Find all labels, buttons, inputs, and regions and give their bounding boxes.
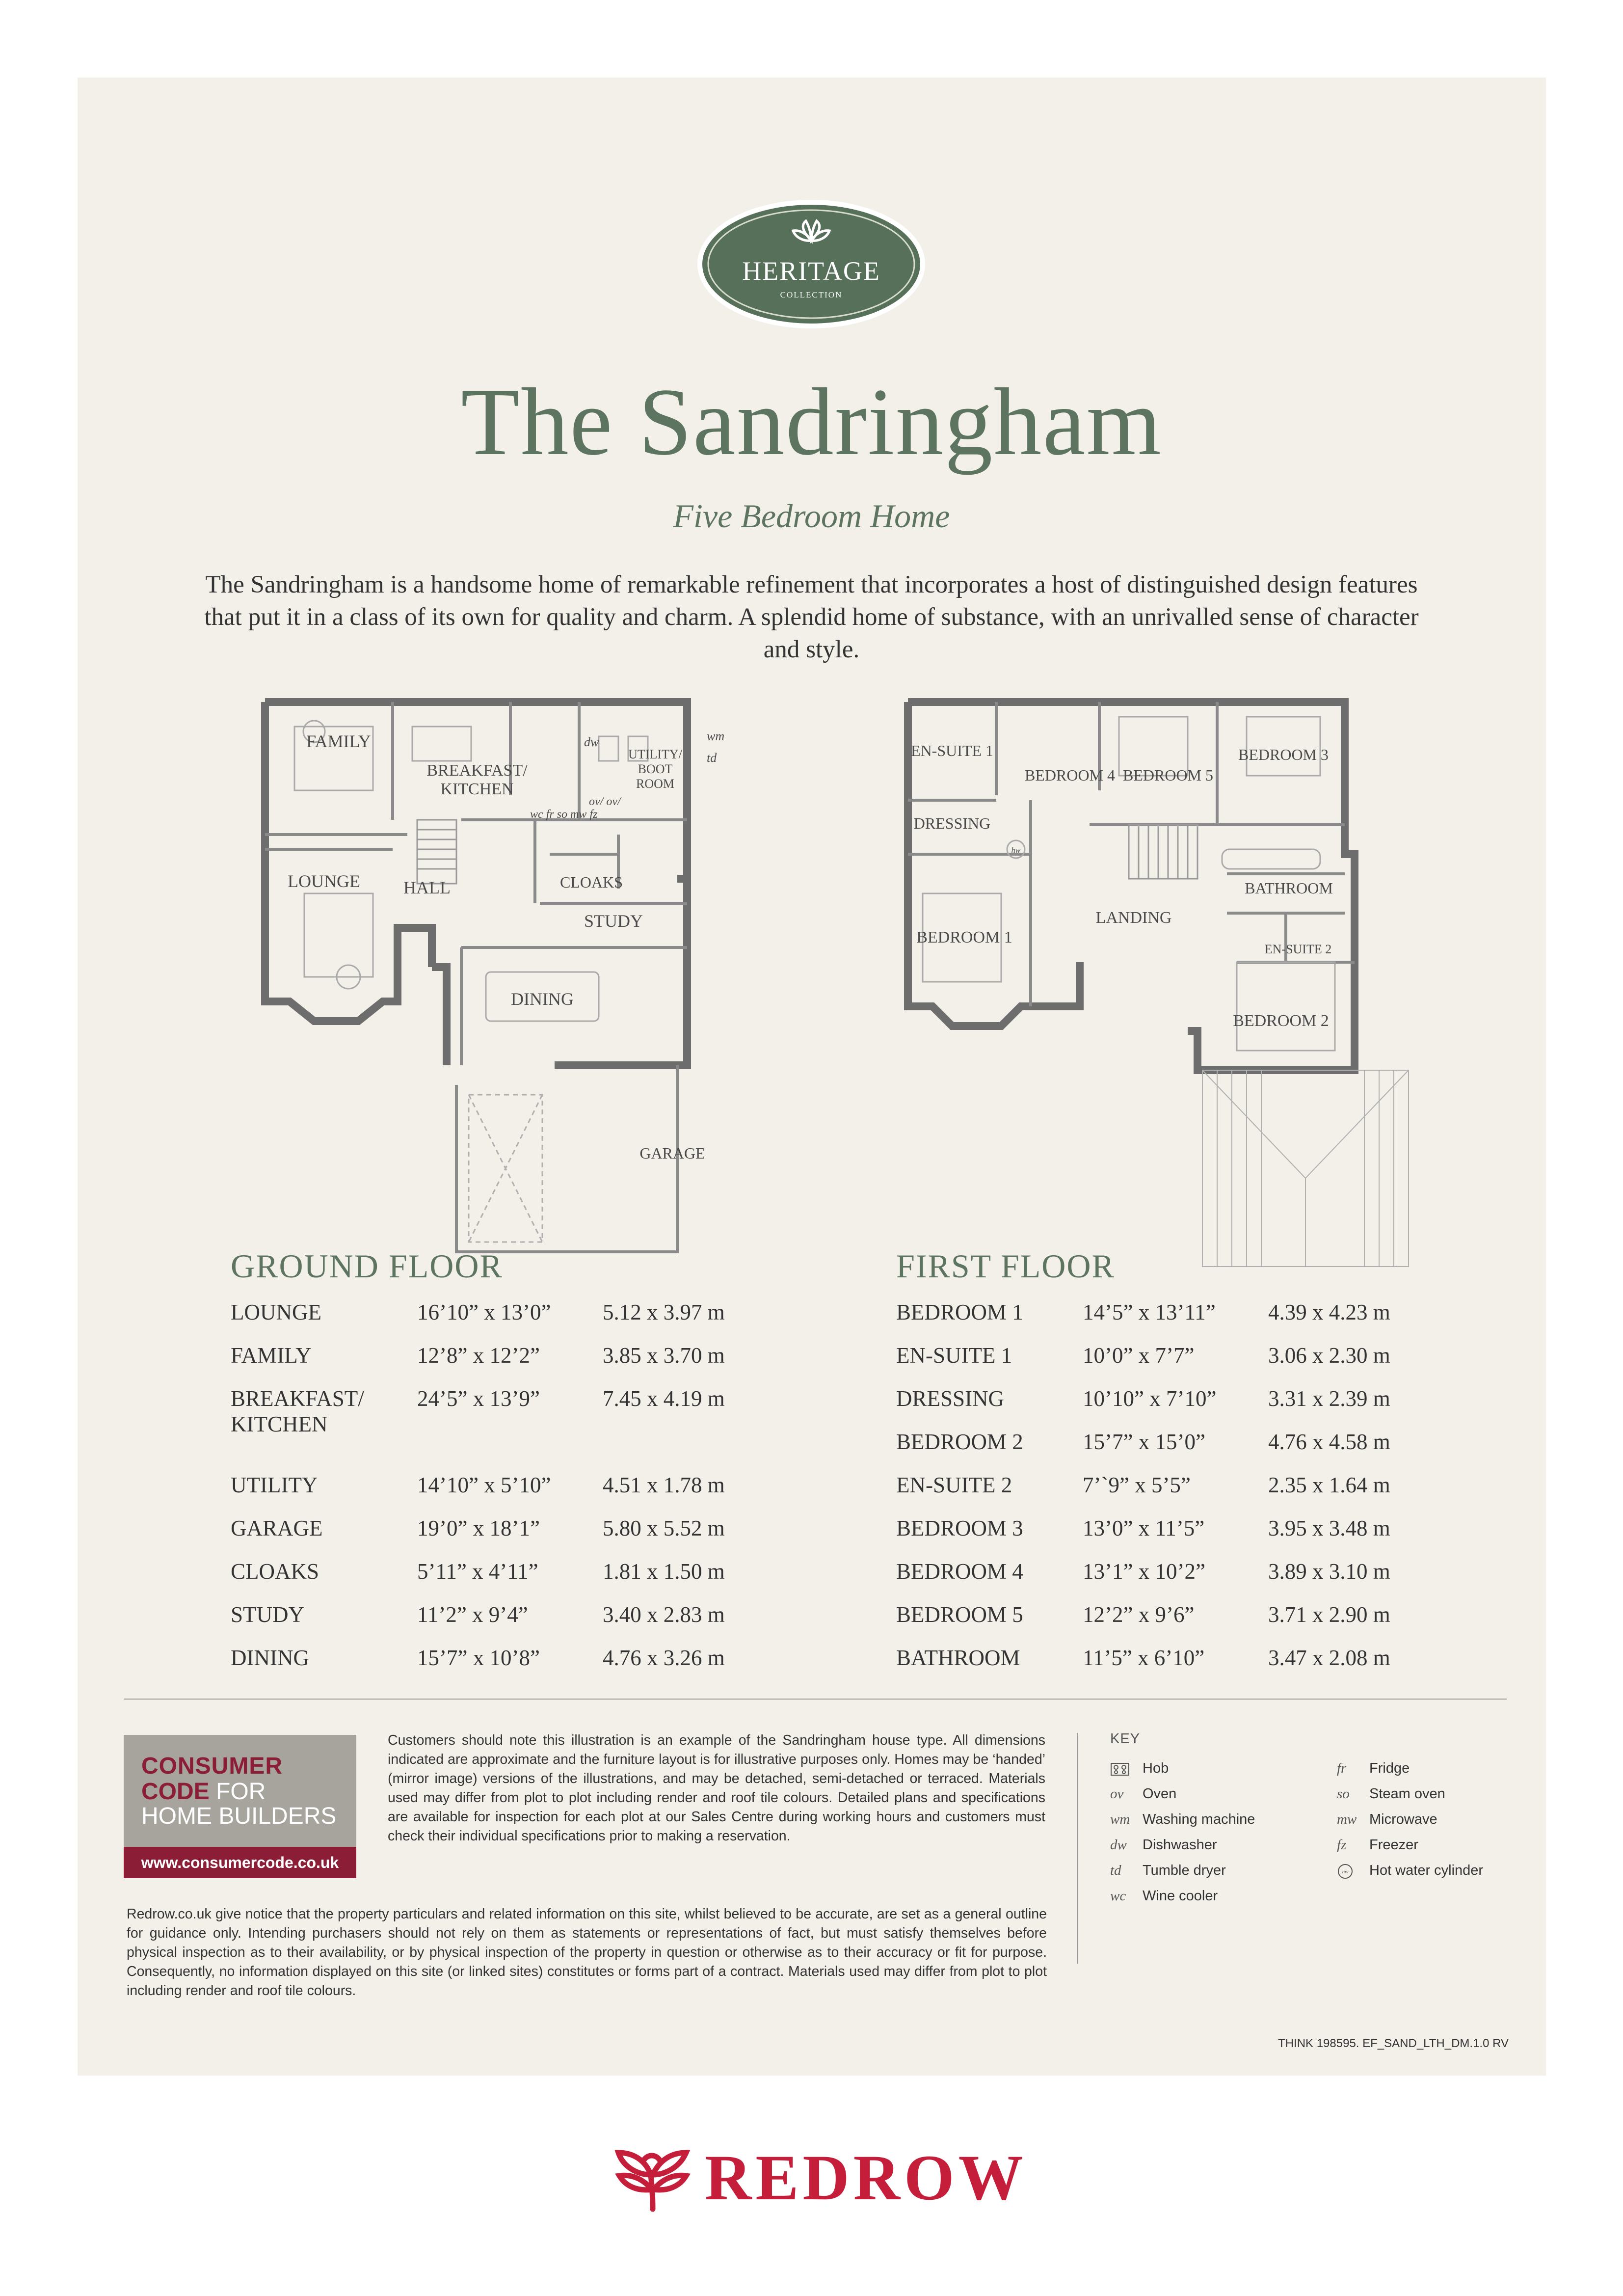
- key-abbreviation: wc: [1110, 1888, 1126, 1904]
- ff-room-row: [896, 1386, 1396, 1429]
- house-type-disclaimer: Customers should note this illustration is an example of the Sandringham house type. All dimensions indicated are approximate and the furniture layout is for illustrative purposes only. Homes may be ‘handed’ (mirror image) versions of the illustrations, and may be detached, semi-detached or terraced. Materials used may differ from plot to plot including render and roof tile colours. Detailed plans and specifications are available for inspection for each plot at our Sales Centre during working hours and customers must check their individual specifications prior to making a reservation.: [388, 1732, 1045, 1844]
- key-item: [1110, 1883, 1255, 1909]
- key-label: Oven: [1143, 1786, 1177, 1802]
- gf-room-row: [231, 1559, 730, 1602]
- room-imperial: 15’7” x 10’8”: [417, 1646, 540, 1670]
- key-abbreviation: fr: [1337, 1760, 1347, 1776]
- room-metric: 2.35 x 1.64 m: [1268, 1473, 1390, 1497]
- plan-label-ensuite1: EN-SUITE 1: [911, 742, 993, 759]
- plan-label-bed2: BEDROOM 2: [1233, 1012, 1329, 1030]
- room-metric: 3.71 x 2.90 m: [1268, 1602, 1390, 1627]
- first-floor-heading: FIRST FLOOR: [896, 1247, 1115, 1285]
- room-imperial: 14’5” x 13’11”: [1083, 1300, 1216, 1324]
- key-item: [1337, 1858, 1483, 1883]
- consumer-code-line1: CONSUMER: [141, 1753, 283, 1779]
- plan-label-appliances-1: ov/ ov/: [589, 795, 621, 808]
- redrow-flower-icon: [609, 2140, 697, 2219]
- plan-label-bed5: BEDROOM 5: [1122, 766, 1214, 784]
- key-label: Freezer: [1369, 1837, 1418, 1853]
- plan-label-lounge: LOUNGE: [288, 871, 360, 891]
- gf-room-row: [231, 1645, 730, 1688]
- room-name: BATHROOM: [896, 1646, 1020, 1670]
- room-imperial: 5’11” x 4’11”: [417, 1559, 538, 1584]
- gf-room-row: [231, 1472, 730, 1515]
- key-item: [1337, 1781, 1483, 1807]
- divider: [124, 1699, 1507, 1700]
- room-metric: 3.85 x 3.70 m: [603, 1343, 725, 1368]
- room-name: DRESSING: [896, 1386, 1005, 1411]
- room-metric: 3.06 x 2.30 m: [1268, 1343, 1390, 1368]
- key-label: Fridge: [1369, 1760, 1410, 1776]
- room-imperial: 7’`9” x 5’5”: [1083, 1473, 1191, 1497]
- hot-water-cylinder-icon: [1337, 1858, 1369, 1883]
- room-name: DINING: [231, 1646, 309, 1670]
- room-name: BEDROOM 1: [896, 1300, 1023, 1324]
- ground-floor-heading: GROUND FLOOR: [231, 1247, 503, 1285]
- room-metric: 4.39 x 4.23 m: [1268, 1300, 1390, 1324]
- key-item: [1110, 1832, 1255, 1858]
- plan-label-bathroom: BATHROOM: [1245, 879, 1333, 897]
- ff-room-row: [896, 1299, 1396, 1343]
- room-name: STUDY: [231, 1602, 305, 1627]
- room-imperial: 16’10” x 13’0”: [417, 1300, 551, 1324]
- key-divider: [1077, 1733, 1078, 1964]
- plan-label-hwc: hw: [1011, 846, 1021, 855]
- plan-label-utility: UTILITY/: [628, 747, 682, 761]
- room-metric: 4.76 x 3.26 m: [603, 1646, 725, 1670]
- room-metric: 3.31 x 2.39 m: [1268, 1386, 1390, 1411]
- legal-disclaimer: Redrow.co.uk give notice that the property particulars and related information on this site, whilst believed to be accurate, are set as a general outline for guidance only. Intending purchasers should not rely on them as statements or representations of fact, but must satisfy themselves before physical inspection as to their availability, or by physical inspection of the property in question or otherwise as to their accuracy or fit for purpose. Consequently, no information displayed on this site (or linked sites) constitutes or forms part of a contract. Materials used may differ from plot to plot including render and roof tile colours.: [127, 1906, 1047, 1999]
- plan-label-appliances-2: wc fr so mw fz: [530, 808, 598, 821]
- key-label: Dishwasher: [1143, 1837, 1217, 1853]
- room-name: BEDROOM 2: [896, 1430, 1023, 1454]
- room-name: FAMILY: [231, 1343, 312, 1368]
- room-metric: 3.95 x 3.48 m: [1268, 1516, 1390, 1540]
- key-label: Hot water cylinder: [1369, 1863, 1484, 1878]
- key-abbreviation: wm: [1110, 1811, 1130, 1827]
- room-name: LOUNGE: [231, 1300, 321, 1324]
- gf-room-row: [231, 1343, 730, 1386]
- room-metric: 4.51 x 1.78 m: [603, 1473, 725, 1497]
- ff-room-row: [896, 1559, 1396, 1602]
- room-name: EN-SUITE 1: [896, 1343, 1012, 1368]
- consumer-code-logo[interactable]: [124, 1735, 356, 1878]
- plan-label-kitchen: KITCHEN: [440, 780, 514, 798]
- room-metric: 4.76 x 4.58 m: [1268, 1430, 1390, 1454]
- key-label: Hob: [1143, 1760, 1169, 1776]
- key-abbreviation: td: [1110, 1863, 1121, 1878]
- room-imperial: 12’2” x 9’6”: [1083, 1602, 1195, 1627]
- key-abbreviation: so: [1337, 1786, 1350, 1802]
- room-imperial: 24’5” x 13’9”: [417, 1386, 540, 1411]
- document-reference: THINK 198595. EF_SAND_LTH_DM.1.0 RV: [1278, 2037, 1509, 2050]
- room-name: BEDROOM 5: [896, 1602, 1023, 1627]
- plan-label-breakfast: BREAKFAST/: [426, 761, 528, 780]
- gf-room-row: [231, 1602, 730, 1645]
- room-metric: 7.45 x 4.19 m: [603, 1386, 725, 1411]
- svg-text:hw: hw: [1342, 1869, 1349, 1875]
- key-item: [1337, 1807, 1483, 1832]
- ground-floor-table: [231, 1299, 730, 1688]
- key-abbreviation: ov: [1110, 1786, 1124, 1802]
- room-name: BREAKFAST/ KITCHEN: [231, 1386, 364, 1436]
- plan-label-room: ROOM: [636, 777, 675, 791]
- ff-room-row: [896, 1602, 1396, 1645]
- first-floor-plan: [883, 687, 1433, 1271]
- redrow-logo: [609, 2140, 1027, 2219]
- heritage-collection-logo: [695, 197, 928, 331]
- room-imperial: 12’8” x 12’2”: [417, 1343, 540, 1368]
- intro-text: The Sandringham is a handsome home of remarkable refinement that incorporates a host of distinguished design features that put it in a class of its own for quality and charm. A splendid home of substance, with an unrivalled sense of character and style.: [204, 571, 1419, 663]
- page-subtitle: Five Bedroom Home: [673, 497, 950, 535]
- page-title: The Sandringham: [461, 369, 1162, 475]
- badge-name: HERITAGE: [742, 256, 880, 286]
- room-metric: 3.47 x 2.08 m: [1268, 1646, 1390, 1670]
- room-metric: 5.12 x 3.97 m: [603, 1300, 725, 1324]
- key-label: Tumble dryer: [1143, 1863, 1226, 1878]
- plan-label-dw: dw: [584, 735, 599, 749]
- consumer-code-line3: HOME BUILDERS: [141, 1803, 337, 1829]
- ff-room-row: [896, 1645, 1396, 1688]
- plan-label-landing: LANDING: [1095, 909, 1172, 927]
- ff-room-row: [896, 1429, 1396, 1472]
- plan-label-wm: wm: [707, 729, 725, 743]
- consumer-code-url[interactable]: www.consumercode.co.uk: [124, 1847, 356, 1878]
- room-imperial: 13’1” x 10’2”: [1083, 1559, 1205, 1584]
- consumer-code-line2: CODE FOR: [141, 1779, 266, 1805]
- first-floor-table: [896, 1299, 1396, 1688]
- key-label: Microwave: [1369, 1811, 1437, 1827]
- appliance-key: [1110, 1731, 1503, 1904]
- key-label: Washing machine: [1143, 1811, 1255, 1827]
- room-name: CLOAKS: [231, 1559, 319, 1584]
- ff-room-row: [896, 1472, 1396, 1515]
- gf-room-row: [231, 1386, 730, 1472]
- plan-label-bed3: BEDROOM 3: [1238, 746, 1329, 763]
- ff-room-row: [896, 1515, 1396, 1559]
- plan-label-study: STUDY: [584, 911, 643, 931]
- plan-label-dressing: DRESSING: [913, 814, 991, 832]
- room-imperial: 15’7” x 15’0”: [1083, 1430, 1205, 1454]
- room-imperial: 11’2” x 9’4”: [417, 1602, 528, 1627]
- key-item: [1110, 1781, 1255, 1807]
- room-imperial: 10’0” x 7’7”: [1083, 1343, 1195, 1368]
- room-metric: 3.89 x 3.10 m: [1268, 1559, 1390, 1584]
- ground-floor-plan: [245, 673, 756, 1257]
- key-abbreviation: fz: [1337, 1837, 1347, 1853]
- plan-label-family: FAMILY: [306, 731, 371, 751]
- key-item: [1110, 1858, 1255, 1883]
- key-label: Steam oven: [1369, 1786, 1445, 1802]
- key-item: [1337, 1832, 1483, 1858]
- room-imperial: 14’10” x 5’10”: [417, 1473, 551, 1497]
- ff-room-row: [896, 1343, 1396, 1386]
- key-title: KEY: [1110, 1731, 1141, 1747]
- room-imperial: 10’10” x 7’10”: [1083, 1386, 1217, 1411]
- key-abbreviation: dw: [1110, 1837, 1127, 1853]
- badge-sub: COLLECTION: [780, 290, 843, 299]
- plan-label-dining: DINING: [511, 989, 574, 1009]
- key-label: Wine cooler: [1143, 1888, 1218, 1904]
- plan-label-hall: HALL: [403, 878, 451, 897]
- plan-label-garage: GARAGE: [639, 1144, 705, 1162]
- plan-label-cloaks: CLOAKS: [559, 873, 623, 891]
- plan-label-ensuite2: EN-SUITE 2: [1264, 942, 1332, 956]
- room-metric: 5.80 x 5.52 m: [603, 1516, 725, 1540]
- plan-label-td: td: [707, 751, 717, 765]
- room-name: EN-SUITE 2: [896, 1473, 1012, 1497]
- key-item: [1110, 1756, 1255, 1781]
- room-name: GARAGE: [231, 1516, 323, 1540]
- gf-room-row: [231, 1299, 730, 1343]
- brand-name: REDROW: [705, 2141, 1027, 2214]
- gf-room-row: [231, 1515, 730, 1559]
- key-abbreviation: mw: [1337, 1811, 1357, 1827]
- room-name: BEDROOM 4: [896, 1559, 1023, 1584]
- room-imperial: 13’0” x 11’5”: [1083, 1516, 1205, 1540]
- key-item: [1110, 1807, 1255, 1832]
- plan-label-bed1: BEDROOM 1: [916, 928, 1012, 946]
- plan-label-bed4: BEDROOM 4: [1024, 766, 1116, 784]
- hob-icon: [1110, 1756, 1143, 1781]
- room-imperial: 11’5” x 6’10”: [1083, 1646, 1205, 1670]
- room-name: BEDROOM 3: [896, 1516, 1023, 1540]
- room-metric: 1.81 x 1.50 m: [603, 1559, 725, 1584]
- key-item: [1337, 1756, 1483, 1781]
- plan-label-boot: BOOT: [638, 762, 673, 776]
- room-metric: 3.40 x 2.83 m: [603, 1602, 725, 1627]
- room-imperial: 19’0” x 18’1”: [417, 1516, 540, 1540]
- room-name: UTILITY: [231, 1473, 318, 1497]
